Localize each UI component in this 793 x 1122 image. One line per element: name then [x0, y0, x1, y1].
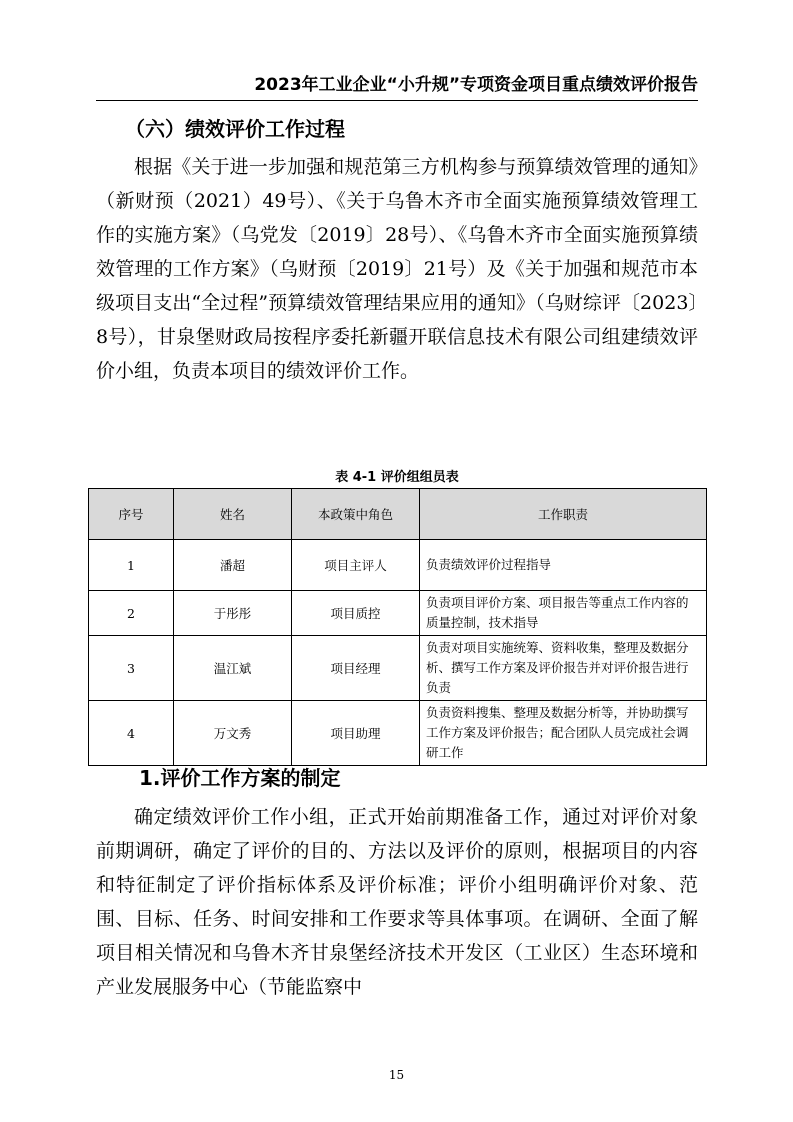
cell-role: 项目质控: [292, 591, 420, 636]
subsection-paragraph: 确定绩效评价工作小组，正式开始前期准备工作，通过对评价对象前期调研，确定了评价的目的、方法以及评价的原则，根据项目的内容和特征制定了评价指标体系及评价标准；评价小组明确评价对象、范围、目标、任务、时间安排和工作要求等具体事项。在调研、全面了解项目相关情况和乌鲁木齐甘泉堡经济技术开发区（工业区）生态环境和产业发展服务中心（节能监察中: [96, 806, 698, 998]
cell-role: 项目经理: [292, 636, 420, 701]
cell-duty: 负责资料搜集、整理及数据分析等，并协助撰写工作方案及评价报告；配合团队人员完成社会调研工作: [420, 701, 707, 766]
cell-index: 2: [89, 591, 174, 636]
table-row: [89, 636, 707, 701]
subsection-title: 1.评价工作方案的制定: [139, 766, 341, 790]
header-cell-role: 本政策中角色: [292, 489, 420, 540]
cell-name: 温江斌: [174, 636, 292, 701]
cell-index: 4: [89, 701, 174, 766]
table-row: [89, 591, 707, 636]
header-cell-index: 序号: [89, 489, 174, 540]
cell-role: 项目主评人: [292, 540, 420, 591]
page-number: 15: [388, 1068, 405, 1082]
table-row: [89, 701, 707, 766]
header-cell-name: 姓名: [174, 489, 292, 540]
page-header: 2023年工业企业“小升规”专项资金项目重点绩效评价报告: [96, 70, 698, 101]
cell-index: 1: [89, 540, 174, 591]
cell-name: 于彤彤: [174, 591, 292, 636]
header-cell-duty: 工作职责: [420, 489, 707, 540]
cell-duty: 负责绩效评价过程指导: [420, 540, 707, 591]
staff-table: [88, 488, 707, 766]
table-row: [89, 540, 707, 591]
section-paragraph: 根据《关于进一步加强和规范第三方机构参与预算绩效管理的通知》（新财预（2021）49号）、《关于乌鲁木齐市全面实施预算绩效管理工作的实施方案》（乌党发〔2019〕28号）、《乌鲁木齐市全面实施预算绩效管理的工作方案》（乌财预〔2019〕21号）及《关于加强和规范市本级项目支出“全过程”预算绩效管理结果应用的通知》（乌财综评〔2023〕8号），甘泉堡财政局按程序委托新疆开联信息技术有限公司组建绩效评价小组，负责本项目的绩效评价工作。: [96, 156, 698, 382]
cell-duty: 负责对项目实施统筹、资料收集，整理及数据分析、撰写工作方案及评价报告并对评价报告进行负责: [420, 636, 707, 701]
section-title: （六）绩效评价工作过程: [125, 117, 345, 141]
table-header-row: [89, 489, 707, 540]
cell-name: 万文秀: [174, 701, 292, 766]
cell-role: 项目助理: [292, 701, 420, 766]
cell-duty: 负责项目评价方案、项目报告等重点工作内容的质量控制，技术指导: [420, 591, 707, 636]
table-caption: 表 4-1 评价组组员表: [335, 470, 459, 485]
cell-name: 潘超: [174, 540, 292, 591]
cell-index: 3: [89, 636, 174, 701]
